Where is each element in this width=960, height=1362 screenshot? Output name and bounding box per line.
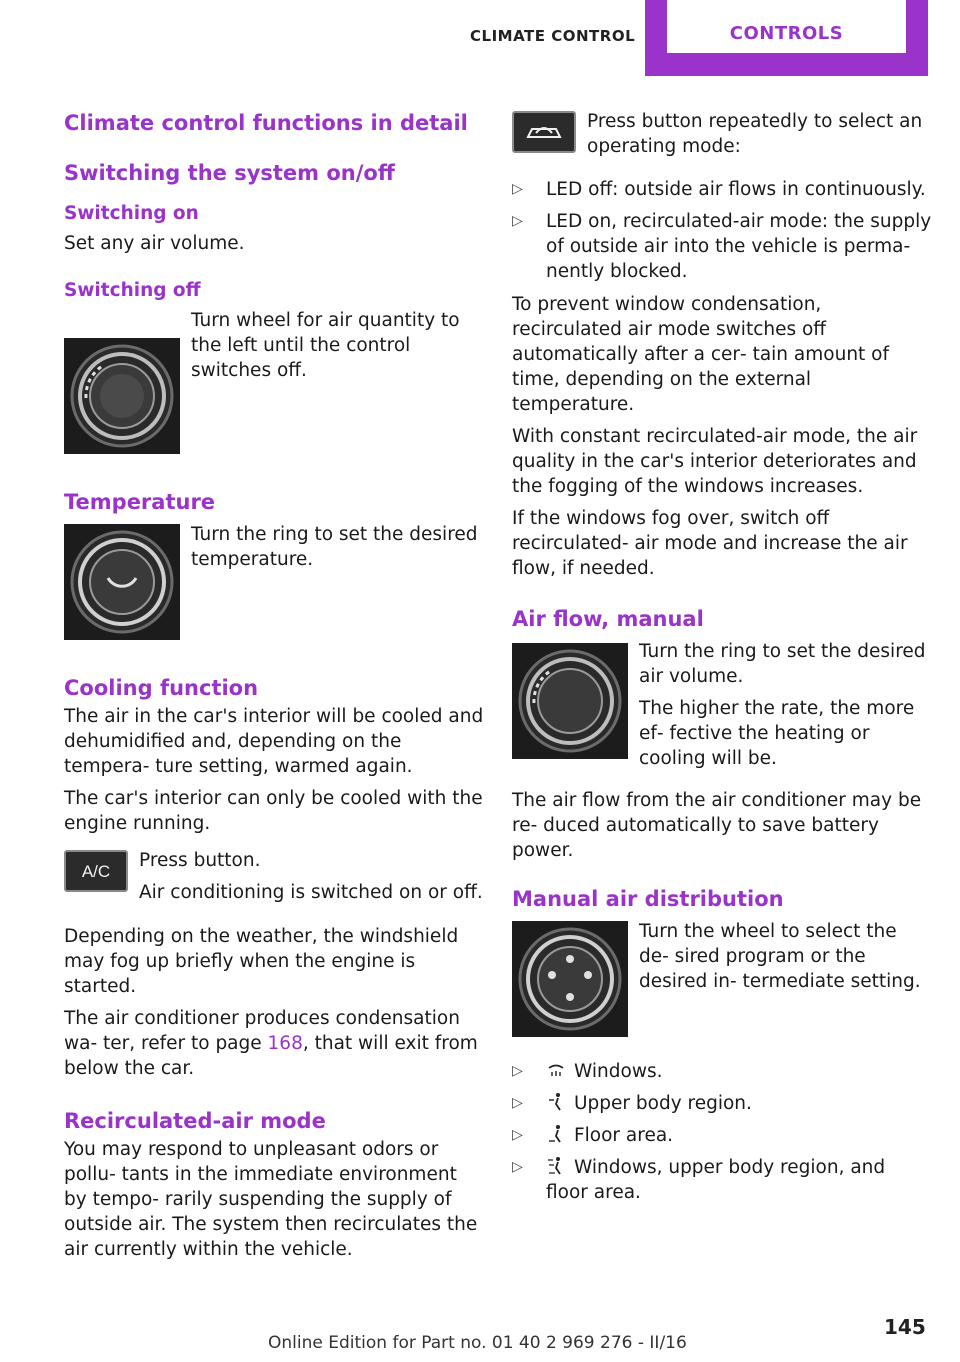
- cooling-paragraph-4: The air conditioner produces condensation wa‐ ter, refer to page 168, that will exit from below the car.: [64, 1008, 478, 1079]
- air-volume-knob-image: [64, 338, 180, 454]
- air-flow-section: [512, 605, 932, 863]
- bullet-triangle-icon: ▷: [512, 213, 523, 229]
- condensation-paragraph: To prevent window condensation, recirculated air mode switches off automatically after a cer‐ tain amount of time, depending on the external temperature.: [512, 294, 890, 415]
- chapter-tab-label: CONTROLS: [729, 23, 844, 44]
- air-distribution-list: [512, 1059, 932, 1205]
- switching-off-heading: Switching off: [64, 280, 201, 301]
- temperature-heading: Temperature: [64, 490, 216, 514]
- recirculated-air-heading: Recirculated-air mode: [64, 1109, 326, 1133]
- switching-on-text: Set any air volume.: [64, 233, 245, 254]
- temperature-section: [64, 488, 484, 640]
- page-reference-link[interactable]: 168: [267, 1033, 303, 1054]
- air-distribution-heading: Manual air distribution: [512, 887, 784, 911]
- air-distribution-knob-image: [512, 921, 628, 1037]
- list-item: ▷ Windows, upper body region, and floor area.: [512, 1157, 886, 1203]
- windshield-defrost-icon: [546, 1060, 566, 1080]
- footer-edition-text: Online Edition for Part no. 01 40 2 969 276 - II/16: [268, 1333, 687, 1353]
- running-header-section: CLIMATE CONTROL: [470, 27, 636, 45]
- list-item: ▷ Upper body region.: [512, 1093, 752, 1114]
- temperature-text: Turn the ring to set the desired temperature.: [191, 524, 478, 570]
- recirculated-air-section: [64, 1107, 484, 1262]
- bullet-triangle-icon: ▷: [512, 181, 523, 197]
- ac-button-image: [64, 850, 128, 892]
- right-column: [512, 109, 932, 1221]
- bullet-triangle-icon: ▷: [512, 1159, 523, 1175]
- list-item: ▷ LED off: outside air flows in continuously.: [512, 179, 926, 200]
- bullet-triangle-icon: ▷: [512, 1095, 523, 1111]
- air-flow-text-1: Turn the ring to set the desired air volume.: [639, 641, 926, 687]
- bullet-triangle-icon: ▷: [512, 1063, 523, 1079]
- upper-body-airflow-icon: [546, 1092, 566, 1112]
- cooling-paragraph-3: Depending on the weather, the windshield may fog up briefly when the engine is started.: [64, 926, 459, 997]
- cooling-section: [64, 674, 484, 1081]
- list-item: ▷ Floor area.: [512, 1125, 674, 1146]
- temperature-knob-image: [64, 524, 180, 640]
- list-item: ▷ Windows.: [512, 1061, 663, 1082]
- switching-off-figure: [64, 308, 484, 454]
- air-distribution-text: Turn the wheel to select the de‐ sired program or the desired in‐ termediate setting.: [639, 921, 921, 992]
- cooling-paragraph-1: The air in the car's interior will be cooled and dehumidified and, depending on the tempera‐ ture setting, warmed again.: [64, 706, 484, 777]
- press-button-text: Press button.: [139, 850, 261, 871]
- bullet-triangle-icon: ▷: [512, 1127, 523, 1143]
- air-flow-text-2: The higher the rate, the more ef‐ fective the heating or cooling will be.: [639, 698, 915, 769]
- switching-off-text: Turn wheel for air quantity to the left until the control switches off.: [191, 310, 460, 381]
- constant-recirc-paragraph: With constant recirculated-air mode, the air quality in the car's interior deteriorates and the fogging of the windows increases.: [512, 426, 918, 497]
- switching-on-heading: Switching on: [64, 203, 199, 224]
- air-flow-figure: [512, 639, 932, 778]
- left-column: [64, 109, 484, 1278]
- chapter-tab: [645, 0, 928, 76]
- air-flow-paragraph: The air flow from the air conditioner may be re‐ duced automatically to save battery power.: [512, 790, 922, 861]
- recirc-mode-list: [512, 177, 932, 284]
- recirculation-button-image: [512, 111, 576, 153]
- list-item: ▷ LED on, recirculated-air mode: the supply of outside air into the vehicle is perma‐ nently blocked.: [512, 211, 932, 282]
- page-title: Climate control functions in detail: [64, 111, 468, 135]
- air-distribution-section: [512, 885, 932, 1205]
- temperature-figure: [64, 522, 484, 640]
- ac-button-figure: [64, 848, 484, 912]
- ac-button-label: A/C: [81, 862, 111, 881]
- cooling-paragraph-2: The car's interior can only be cooled with the engine running.: [64, 788, 483, 834]
- page-number: 145: [884, 1315, 926, 1339]
- switching-section: [64, 159, 484, 454]
- fog-paragraph: If the windows fog over, switch off recirculated- air mode and increase the air flow, if needed.: [512, 508, 908, 579]
- switching-heading: Switching the system on/off: [64, 161, 395, 185]
- ac-switch-text: Air conditioning is switched on or off.: [139, 882, 483, 903]
- air-distribution-figure: [512, 919, 932, 1037]
- air-flow-heading: Air flow, manual: [512, 607, 704, 631]
- recirc-button-figure: [512, 109, 932, 159]
- recirc-intro-text: Press button repeatedly to select an operating mode:: [587, 111, 923, 157]
- air-flow-knob-image: [512, 643, 628, 759]
- recirculated-air-text: You may respond to unpleasant odors or pollu‐ tants in the immediate environment by tempo‐ rarily suspending the supply of outside air. The system then recirculates the air currently within the vehicle.: [64, 1139, 478, 1260]
- windows-body-floor-airflow-icon: [546, 1156, 566, 1176]
- cooling-heading: Cooling function: [64, 676, 259, 700]
- floor-airflow-icon: [546, 1124, 566, 1144]
